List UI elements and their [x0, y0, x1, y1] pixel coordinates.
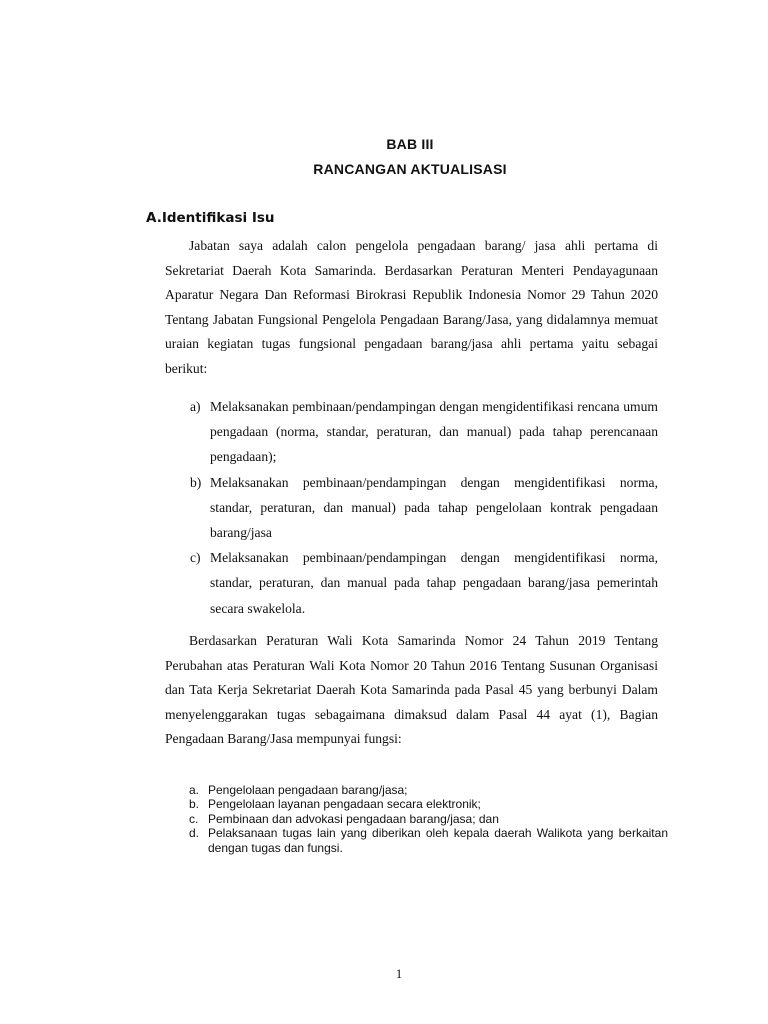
list-marker: d. [189, 826, 200, 841]
section-heading: A.Identifikasi Isu [146, 210, 275, 226]
intro-paragraph-text: Jabatan saya adalah calon pengelola pengadaan barang/ jasa ahli pertama di Sekretariat Daerah Kota Samarinda. Berdasarkan Peraturan Menteri Pendayagunaan Aparatur Negara Dan Reformasi Birokrasi Republik Indonesia Nomor 29 Tahun 2020 Tentang Jabatan Fungsional Pengelola Pengadaan Barang/Jasa, yang didalamnya memuat uraian kegiatan tugas fungsional pengadaan barang/jasa ahli pertama yaitu sebagai berikut: [165, 238, 658, 376]
list-item [189, 826, 668, 855]
chapter-title: RANCANGAN AKTUALISASI [313, 161, 507, 177]
list-item [190, 394, 658, 470]
list-marker: b. [189, 797, 200, 812]
page-number: 1 [395, 966, 403, 981]
regulation-paragraph-text: Berdasarkan Peraturan Wali Kota Samarinda Nomor 24 Tahun 2019 Tentang Perubahan atas Peraturan Wali Kota Nomor 20 Tahun 2016 Tentang Susunan Organisasi dan Tata Kerja Sekretariat Daerah Kota Samarinda pada Pasal 45 yang berbunyi Dalam menyelenggarakan tugas sebagaimana dimaksud dalam Pasal 44 ayat (1), Bagian Pengadaan Barang/Jasa mempunyai fungsi: [165, 633, 658, 747]
list-item [190, 545, 658, 621]
list-item-text: Melaksanakan pembinaan/pendampingan dengan mengidentifikasi norma, standar, peraturan, dan manual pada tahap pengadaan barang/jasa pemerintah secara swakelola. [210, 550, 658, 616]
list-item-text: Pengelolaan layanan pengadaan secara elektronik; [208, 797, 481, 812]
intro-paragraph [165, 234, 658, 382]
list-item [189, 797, 668, 811]
list-item [189, 812, 668, 826]
list-item-text: Melaksanakan pembinaan/pendampingan dengan mengidentifikasi norma, standar, peraturan, dan manual) pada tahap pengelolaan kontrak pengadaan barang/jasa [210, 474, 658, 541]
list-item-text: Pembinaan dan advokasi pengadaan barang/jasa; dan [208, 811, 499, 826]
list-item-text: Pelaksanaan tugas lain yang diberikan oleh kepala daerah Walikota yang berkaitan dengan tugas dan fungsi. [208, 826, 668, 855]
task-list [190, 394, 658, 621]
list-marker: c) [190, 550, 201, 566]
list-marker: c. [189, 811, 199, 826]
function-list [189, 783, 668, 855]
chapter-number: BAB III [386, 136, 434, 152]
list-marker: a) [190, 399, 201, 414]
list-item [189, 783, 668, 797]
regulation-paragraph [165, 629, 658, 752]
list-item-text: Pengelolaan pengadaan barang/jasa; [208, 783, 408, 797]
list-item [190, 470, 658, 546]
list-item-text: Melaksanakan pembinaan/pendampingan dengan mengidentifikasi rencana umum pengadaan (norma, standar, peraturan, dan manual) pada tahap perencanaan pengadaan); [210, 399, 658, 465]
list-marker: a. [189, 783, 200, 797]
list-marker: b) [190, 474, 202, 490]
